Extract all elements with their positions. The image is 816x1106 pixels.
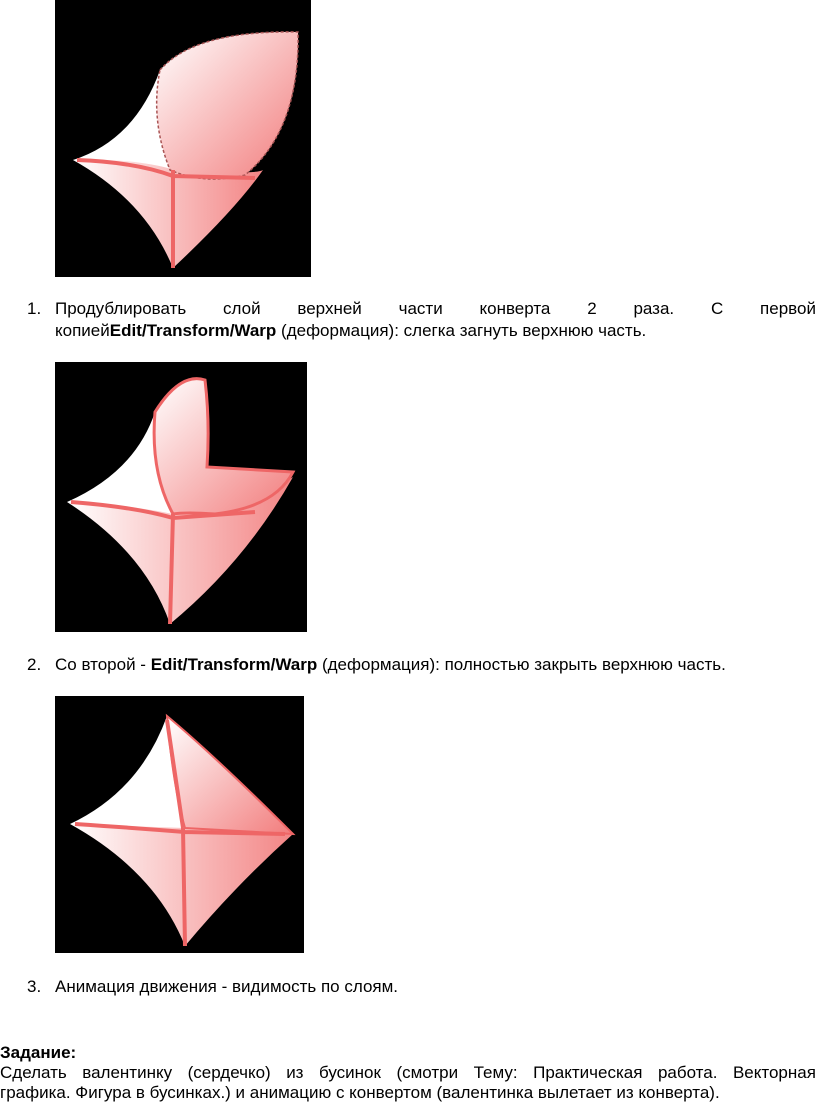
word: (смотри — [396, 1063, 459, 1082]
word: работа. — [657, 1063, 718, 1082]
envelope-illustration — [55, 362, 307, 632]
step-text-line-1 — [55, 298, 816, 320]
step-text: (деформация): слегка загнуть верхнюю часть. — [276, 321, 647, 340]
step-text-line-2 — [55, 320, 816, 342]
word: первой — [760, 299, 816, 318]
word: Векторная — [732, 1063, 816, 1082]
word: Тему: — [473, 1063, 518, 1082]
envelope-image-step-0 — [55, 0, 311, 277]
word: 2 — [587, 299, 597, 318]
step-text: Со второй - — [55, 655, 151, 674]
envelope-illustration — [55, 0, 311, 277]
menu-path: Edit/Transform/Warp — [150, 655, 318, 674]
word: раза. — [633, 299, 675, 318]
word: из — [286, 1063, 304, 1082]
word: Практическая — [533, 1063, 643, 1082]
task-title: Задание: — [0, 1043, 77, 1062]
word: (сердечко) — [187, 1063, 271, 1082]
word: конверта — [479, 299, 551, 318]
envelope-image-step-1 — [55, 362, 307, 632]
envelope-illustration — [55, 696, 304, 953]
step-text-line — [55, 654, 726, 676]
step-text: (деформация): полностью закрыть верхнюю часть. — [317, 655, 726, 674]
step-text: копией — [55, 321, 110, 340]
step-number: 3. — [27, 977, 42, 996]
word: Продублировать — [55, 299, 187, 318]
word: слой — [223, 299, 261, 318]
task-block — [0, 1043, 816, 1103]
word: С — [710, 299, 724, 318]
word: части — [398, 299, 443, 318]
step-text: Анимация движения - видимость по слоям. — [55, 977, 399, 996]
word: бусинок — [318, 1063, 381, 1082]
word: верхней — [297, 299, 362, 318]
envelope-image-step-2 — [55, 696, 304, 953]
word: Сделать — [0, 1063, 67, 1082]
step-number: 2. — [27, 655, 42, 674]
step-number: 1. — [27, 299, 42, 318]
menu-path: Edit/Transform/Warp — [109, 321, 277, 340]
task-text-line-2: графика. Фигура в бусинках.) и анимацию с конвертом (валентинка вылетает из конверта). — [0, 1083, 720, 1102]
word: валентинку — [82, 1063, 173, 1082]
task-text-line-1 — [0, 1063, 816, 1083]
